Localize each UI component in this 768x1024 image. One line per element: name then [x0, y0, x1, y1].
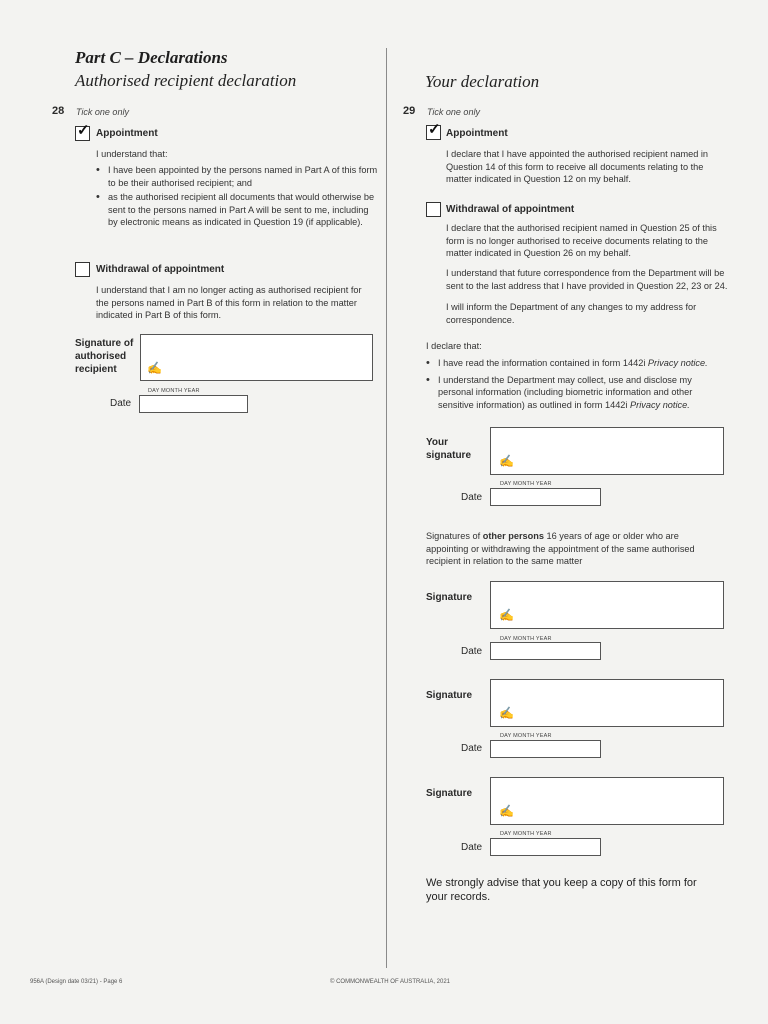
list-item: • I have been appointed by the persons named in Part A of this form to be their authorised recipient; and: [96, 164, 378, 189]
q28-tick-note: Tick one only: [76, 107, 129, 117]
footer-form-id: 956A (Design date 03/21) - Page 6: [30, 979, 123, 985]
your-date-label: Date: [461, 492, 483, 503]
q28-signature-field[interactable]: [140, 334, 373, 381]
q28-date-label: Date: [110, 398, 132, 409]
other-signature-2-field[interactable]: [490, 679, 724, 727]
other-date-1-label: Date: [461, 646, 483, 657]
q28-date-header: DAY MONTH YEAR: [148, 388, 200, 394]
q28-withdrawal-checkbox[interactable]: [75, 262, 90, 277]
q28-appointment-intro: I understand that:: [96, 149, 168, 159]
q28-date-field[interactable]: [139, 395, 248, 413]
other-date-2-field[interactable]: [490, 740, 601, 758]
q29-declare-intro: I declare that:: [426, 341, 482, 351]
q28-appointment-checkbox[interactable]: [75, 122, 90, 141]
q29-tick-note: Tick one only: [427, 107, 480, 117]
q29-appointment-text: I declare that I have appointed the authorised recipient named in Question 14 of this form to receive all documents relating to the matter indicated in Question 12 on my behalf.: [446, 149, 709, 185]
other-date-3-header: DAY MONTH YEAR: [500, 831, 552, 837]
other-signature-2-label: Signature: [426, 690, 473, 701]
other-date-3-label: Date: [461, 842, 483, 853]
q29-withdrawal-text-1: I declare that the authorised recipient named in Question 25 of this form is no longer authorised to receive documents relating to the matter indicated in Question 26 on my behalf.: [446, 223, 717, 259]
q28-signature-label: Signature of authorised recipient: [75, 338, 134, 375]
other-date-2-header: DAY MONTH YEAR: [500, 733, 552, 739]
footer-copyright: © COMMONWEALTH OF AUSTRALIA, 2021: [330, 979, 450, 985]
list-item: • I understand the Department may collect, use and disclose my personal information (including biometric information and other sensitive information) as outlined in form 1442i Privacy notice.: [426, 374, 726, 412]
question-29-number: 29: [403, 105, 416, 117]
pen-icon: ✍: [499, 608, 514, 622]
other-date-1-header: DAY MONTH YEAR: [500, 636, 552, 642]
q29-withdrawal-title: Withdrawal of appointment: [446, 204, 575, 215]
copy-advice: We strongly advise that you keep a copy of this form for your records.: [426, 877, 697, 903]
other-signature-1-label: Signature: [426, 592, 473, 603]
q29-appointment-title: Appointment: [446, 128, 508, 139]
q29-withdrawal-text-3: I will inform the Department of any changes to my address for correspondence.: [446, 302, 697, 325]
column-divider: [386, 48, 387, 968]
q29-withdrawal-checkbox[interactable]: [426, 202, 441, 217]
pen-icon: ✍: [499, 706, 514, 720]
q29-declare-bullets: [426, 357, 726, 413]
pen-icon: ✍: [147, 361, 162, 375]
other-date-1-field[interactable]: [490, 642, 601, 660]
q28-appointment-bullets: [96, 164, 378, 231]
your-date-header: DAY MONTH YEAR: [500, 481, 552, 487]
q29-withdrawal-text-2: I understand that future correspondence from the Department will be sent to the last address that I have provided in Question 22, 23 or 24.: [446, 268, 728, 291]
q28-withdrawal-title: Withdrawal of appointment: [96, 264, 225, 275]
list-item: • I have read the information contained in form 1442i Privacy notice.: [426, 357, 726, 370]
other-signature-3-field[interactable]: [490, 777, 724, 825]
pen-icon: ✍: [499, 454, 514, 468]
left-subtitle: Authorised recipient declaration: [75, 71, 297, 90]
other-date-2-label: Date: [461, 743, 483, 754]
q28-withdrawal-text: I understand that I am no longer acting as authorised recipient for the persons named in Part B of this form in relation to the matter indicated in Part B of this form.: [96, 285, 362, 321]
other-signature-1-field[interactable]: [490, 581, 724, 629]
others-intro: Signatures of other persons 16 years of age or older who are appointing or withdrawing the appointment of the same authorised recipient in relation to the same matter: [426, 531, 695, 567]
your-signature-field[interactable]: [490, 427, 724, 475]
list-item: • as the authorised recipient all documents that would otherwise be sent to the persons named in Part A will be sent to me, including by electronic means as indicated in Question 19 (if applicable).: [96, 191, 378, 229]
other-signature-3-label: Signature: [426, 788, 473, 799]
right-subtitle: Your declaration: [425, 72, 540, 91]
part-title: Part C – Declarations: [75, 48, 228, 67]
q29-appointment-checkbox[interactable]: [426, 121, 441, 140]
q28-appointment-title: Appointment: [96, 128, 158, 139]
pen-icon: ✍: [499, 804, 514, 818]
other-date-3-field[interactable]: [490, 838, 601, 856]
check-icon: ✓: [428, 121, 441, 138]
your-date-field[interactable]: [490, 488, 601, 506]
question-28-number: 28: [52, 105, 65, 117]
check-icon: ✓: [77, 122, 90, 139]
your-signature-label: Your signature: [426, 437, 472, 461]
